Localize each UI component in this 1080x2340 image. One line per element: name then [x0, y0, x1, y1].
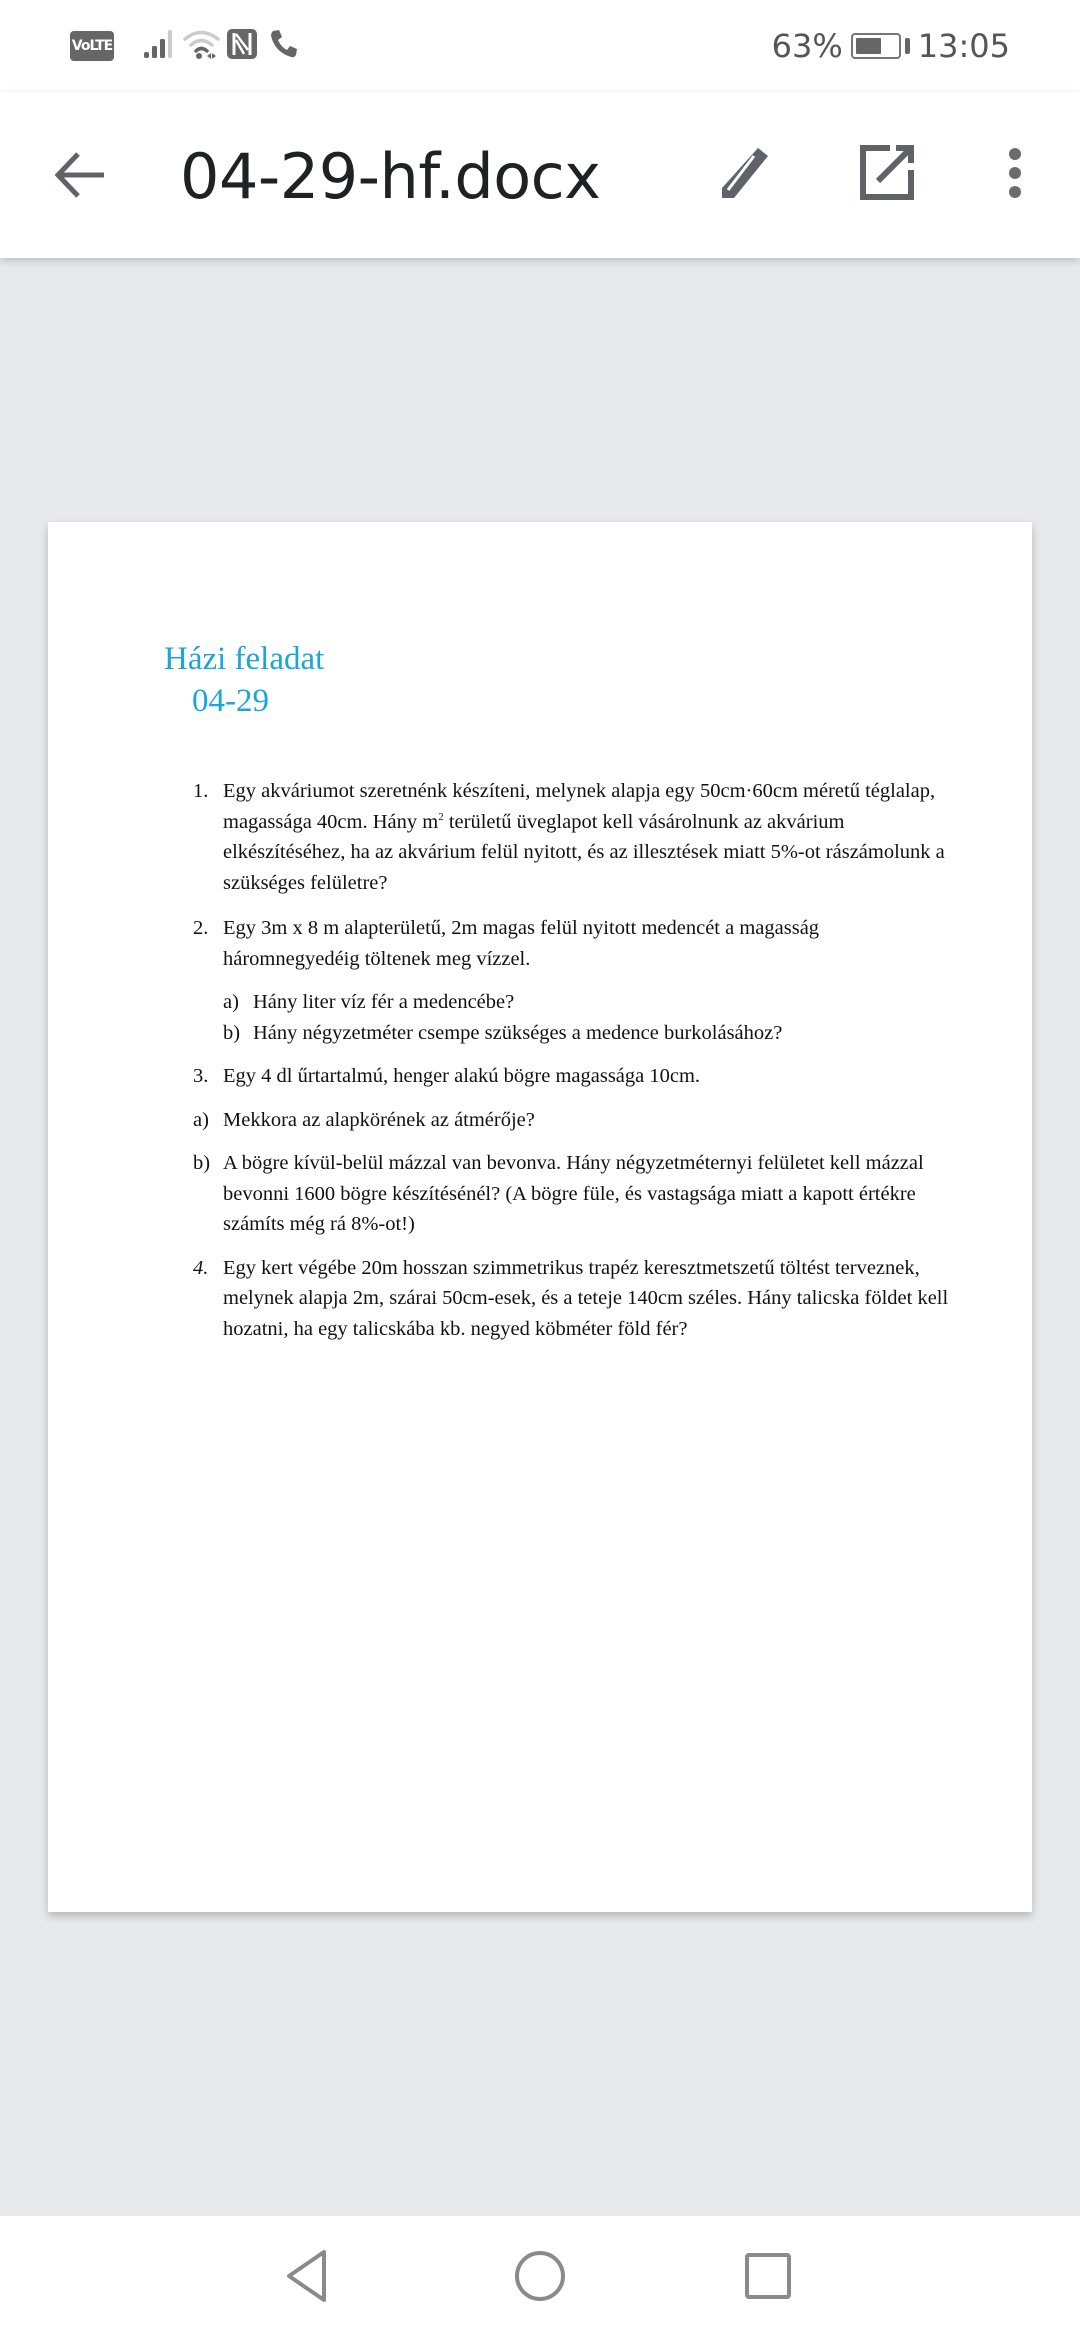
item-text: A bögre kívül-belül mázzal van bevonva. Hány négyzetméternyi felületet kell mázzal bevonni 1600 bögre készítésénél? (A bögre füle, és vastagsága miatt a kapott értékre számíts még rá 8%-ot!): [223, 1152, 924, 1235]
document-heading: [164, 638, 324, 722]
more-options-button[interactable]: [995, 140, 1035, 210]
document-body: [193, 776, 953, 1357]
item-text: Egy 4 dl űrtartalmú, henger alakú bögre magassága 10cm.: [223, 1065, 701, 1087]
phone-call-icon: [268, 28, 298, 65]
item-number: 1.: [193, 780, 209, 802]
document-page: [48, 522, 1032, 1912]
item-text: Egy 3m x 8 m alapterületű, 2m magas felül nyitott medencét a magasság háromnegyedéig töltenek meg vízzel.: [223, 917, 820, 970]
back-button[interactable]: [50, 147, 110, 207]
item-text: Egy kert végébe 20m hosszan szimmetrikus trapéz keresztmetszetű töltést terveznek, melynek alapja 2m, szárai 50cm-esek, és a teteje 140cm széles. Hány talicska földet kell hozatni, ha egy talicskába kb. negyed köbméter föld fér?: [223, 1256, 949, 1340]
exercise-2-subitems: [223, 987, 953, 1048]
pencil-icon: [716, 144, 774, 207]
exercise-item-4: [193, 1253, 953, 1345]
volte-icon: [70, 31, 114, 61]
exercise-item-2: [193, 913, 953, 974]
nav-home-icon: [513, 2249, 567, 2308]
nav-home-button[interactable]: [508, 2246, 572, 2310]
open-in-app-button[interactable]: [852, 140, 922, 210]
subitem-label: a): [223, 991, 239, 1013]
status-bar-left: [70, 30, 298, 62]
item-text: Mekkora az alapkörének az átmérője?: [223, 1108, 535, 1131]
more-vert-icon: [1007, 147, 1023, 204]
status-bar: [0, 0, 1080, 92]
exercise-item-3: [193, 1061, 953, 1092]
subitem-label: b): [223, 1021, 241, 1044]
document-viewer[interactable]: [0, 258, 1080, 2216]
arrow-back-icon: [54, 150, 106, 205]
heading-title: Házi feladat: [164, 641, 325, 677]
nav-recents-button[interactable]: [736, 2246, 800, 2310]
battery-tip: [905, 38, 910, 54]
item-number: 3.: [193, 1065, 209, 1087]
clock: 13:05: [917, 27, 1010, 65]
signal-icon: [142, 28, 176, 65]
subitem-b: [223, 1018, 953, 1049]
item-number: 2.: [193, 917, 209, 939]
subitem-text: Hány liter víz fér a medencébe?: [253, 991, 515, 1013]
nav-recents-icon: [743, 2251, 793, 2306]
item-text-part: Egy akváriumot szeretnénk készíteni, melynek alapja egy 50cm·60cm méretű téglalap, magassága 40cm. Hány m: [223, 780, 936, 833]
wifi-icon: [182, 28, 222, 65]
exercise-item-3b: [193, 1148, 953, 1240]
exercise-item-1: [193, 776, 953, 898]
subitem-a: [223, 987, 953, 1018]
battery-percent: 63%: [771, 27, 843, 65]
open-in-new-icon: [858, 144, 916, 207]
item-number: b): [193, 1152, 211, 1174]
app-bar: [0, 92, 1080, 258]
battery-icon: [851, 33, 910, 59]
battery-level-fill: [856, 38, 881, 54]
exercise-item-3a: [193, 1105, 953, 1136]
nav-back-icon: [284, 2249, 332, 2308]
battery-body: [851, 33, 901, 59]
document-title: 04-29-hf.docx: [180, 140, 601, 213]
system-navigation-bar: [0, 2216, 1080, 2340]
item-text: [223, 776, 953, 898]
superscript: 2: [438, 810, 444, 823]
edit-button[interactable]: [710, 140, 780, 210]
nfc-icon: [226, 28, 258, 65]
status-bar-right: [772, 24, 1010, 68]
subitem-text: Hány négyzetméter csempe szükséges a medence burkolásához?: [253, 1021, 783, 1044]
volte-label: VoLTE: [71, 38, 113, 54]
item-number: 4.: [193, 1256, 209, 1279]
item-text-part: területű üveglapot kell vásárolnunk az akvárium elkészítéséhez, ha az akvárium felül nyitott, és az illesztések miatt 5%-ot rászámolunk a szükséges felületre?: [223, 810, 945, 894]
heading-date: 04-29: [192, 683, 269, 719]
item-number: a): [193, 1108, 209, 1131]
nav-back-button[interactable]: [276, 2246, 340, 2310]
